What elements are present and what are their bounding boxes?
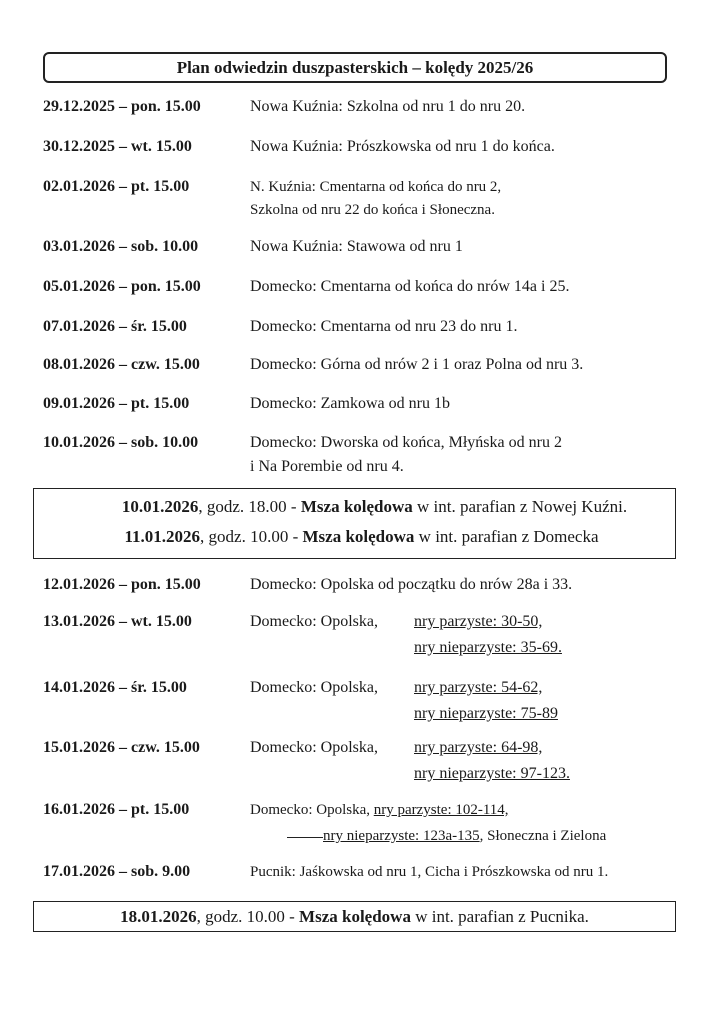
- mass-time: , godz. 10.00 -: [196, 906, 300, 926]
- row-desc: Domecko: Opolska,: [250, 739, 378, 756]
- mass-intention: w int. parafian z Nowej Kuźni.: [412, 497, 628, 516]
- row-date: 30.12.2025 – wt. 15.00: [43, 138, 192, 155]
- row-desc: Domecko: Cmentarna od nru 23 do nru 1.: [250, 318, 518, 335]
- row-desc: Domecko: Opolska, nry parzyste: 102-114,: [250, 802, 509, 818]
- row-desc: Domecko: Opolska,: [250, 679, 378, 696]
- mass-label: Msza kolędowa: [300, 497, 413, 516]
- row-desc: Domecko: Cmentarna od końca do nrów 14a i 25.: [250, 278, 570, 295]
- row-desc: N. Kuźnia: Cmentarna od końca do nru 2,: [250, 179, 502, 195]
- mass-line: [34, 497, 675, 517]
- row-desc: Nowa Kuźnia: Stawowa od nru 1: [250, 238, 463, 255]
- odd-numbers: nry nieparzyste: 97-123.: [414, 765, 570, 782]
- row-date: 05.01.2026 – pon. 15.00: [43, 278, 201, 295]
- mass-intention: w int. parafian z Pucnika.: [410, 906, 589, 926]
- row-desc: Domecko: Zamkowa od nru 1b: [250, 395, 450, 412]
- mass-notice-box: [33, 901, 676, 932]
- row-date: 10.01.2026 – sob. 10.00: [43, 434, 199, 451]
- row-desc: Domecko: Opolska od początku do nrów 28a i 33.: [250, 576, 573, 593]
- row-date: 17.01.2026 – sob. 9.00: [43, 863, 191, 880]
- mass-notice-box: [33, 488, 676, 559]
- row-date: 12.01.2026 – pon. 15.00: [43, 576, 201, 593]
- row-date: 14.01.2026 – śr. 15.00: [43, 679, 187, 696]
- mass-label: Msza kolędowa: [299, 906, 411, 926]
- mass-intention: w int. parafian z Domecka: [414, 527, 599, 546]
- extra-streets: , Słoneczna i Zielona: [479, 828, 607, 844]
- row-desc: Nowa Kuźnia: Szkolna od nru 1 do nru 20.: [250, 98, 526, 115]
- mass-date: 11.01.2026: [124, 527, 201, 546]
- row-date: 08.01.2026 – czw. 15.00: [43, 356, 200, 373]
- odd-numbers: nry nieparzyste: 123a-135: [323, 828, 480, 844]
- mass-time: , godz. 10.00 -: [200, 527, 303, 546]
- row-date: 07.01.2026 – śr. 15.00: [43, 318, 187, 335]
- mass-time: , godz. 18.00 -: [198, 497, 301, 516]
- row-date: 13.01.2026 – wt. 15.00: [43, 613, 192, 630]
- odd-numbers: nry nieparzyste: 35-69.: [414, 639, 562, 656]
- schedule-title: Plan odwiedzin duszpasterskich – kolędy 2025/26: [43, 52, 667, 83]
- row-date: 16.01.2026 – pt. 15.00: [43, 801, 190, 818]
- row-date: 03.01.2026 – sob. 10.00: [43, 238, 199, 255]
- row-desc: Pucnik: Jaśkowska od nru 1, Cicha i Prószkowska od nru 1.: [250, 864, 609, 880]
- row-date: 02.01.2026 – pt. 15.00: [43, 178, 190, 195]
- row-desc: Nowa Kuźnia: Prószkowska od nru 1 do końca.: [250, 138, 555, 155]
- mass-date: 10.01.2026: [121, 497, 199, 516]
- mass-line: [34, 907, 675, 927]
- row-date: 15.01.2026 – czw. 15.00: [43, 739, 200, 756]
- odd-numbers: nry nieparzyste: 75-89: [414, 705, 558, 722]
- even-numbers: nry parzyste: 30-50,: [414, 613, 543, 630]
- row-desc-line2: i Na Porembie od nru 4.: [250, 458, 404, 475]
- mass-line: [34, 527, 675, 547]
- row-date: 29.12.2025 – pon. 15.00: [43, 98, 201, 115]
- mass-label: Msza kolędowa: [302, 527, 415, 546]
- row-desc: Domecko: Górna od nrów 2 i 1 oraz Polna od nru 3.: [250, 356, 584, 373]
- row-desc: Domecko: Opolska,: [250, 613, 378, 630]
- row-desc-line2: Szkolna od nru 22 do końca i Słoneczna.: [250, 202, 495, 218]
- row-date: 09.01.2026 – pt. 15.00: [43, 395, 190, 412]
- odd-numbers-line: [287, 825, 606, 847]
- row-desc: Domecko: Dworska od końca, Młyńska od nru 2: [250, 434, 562, 451]
- mass-date: 18.01.2026: [120, 906, 197, 926]
- even-numbers: nry parzyste: 102-114,: [373, 802, 509, 818]
- even-numbers: nry parzyste: 54-62,: [414, 679, 543, 696]
- even-numbers: nry parzyste: 64-98,: [414, 739, 543, 756]
